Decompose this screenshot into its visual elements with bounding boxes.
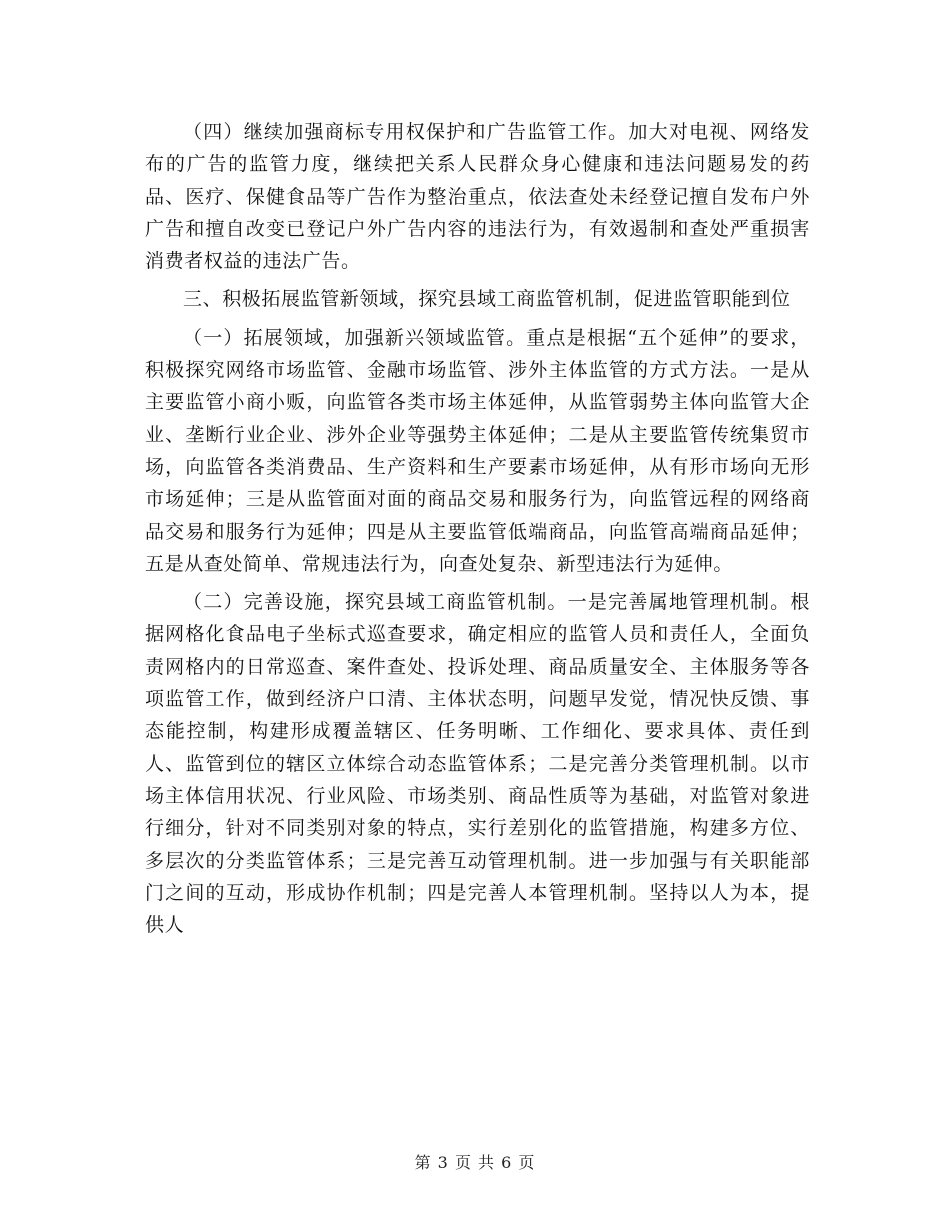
section-heading-three: 三、积极拓展监管新领域，探究县域工商监管机制，促进监管职能到位: [183, 288, 791, 311]
page-number-footer: 第 3 页 共 6 页: [414, 1153, 536, 1172]
document-body: [145, 116, 810, 941]
paragraph-expand-fields: （一）拓展领域，加强新兴领域监管。重点是根据“五个延伸”的要求，积极探究网络市场监管、金融市场监管、涉外主体监管的方式方法。一是从主要监管小商小贩，向监管各类市场主体延伸，从监管弱势主体向监管大企业、垄断行业企业、涉外企业等强势主体延伸；二是从主要监管传统集贸市场，向监管各类消费品、生产资料和生产要素市场延伸，从有形市场向无形市场延伸；三是从监管面对面的商品交易和服务行为，向监管远程的网络商品交易和服务行为延伸；四是从主要监管低端商品，向监管高端商品延伸；五是从查处简单、常规违法行为，向查处复杂、新型违法行为延伸。: [145, 326, 810, 575]
paragraph-improve-mechanism: （二）完善设施，探究县域工商监管机制。一是完善属地管理机制。根据网格化食品电子坐标式巡查要求，确定相应的监管人员和责任人，全面负责网格内的日常巡查、案件查处、投诉处理、商品质量安全、主体服务等各项监管工作，做到经济户口清、主体状态明，问题早发觉，情况快反馈、事态能控制，构建形成覆盖辖区、任务明晰、工作细化、要求具体、责任到人、监管到位的辖区立体综合动态监管体系；二是完善分类管理机制。以市场主体信用状况、行业风险、市场类别、商品性质等为基础，对监管对象进行细分，针对不同类别对象的特点，实行差别化的监管措施，构建多方位、多层次的分类监管体系；三是完善互动管理机制。进一步加强与有关职能部门之间的互动，形成协作机制；四是完善人本管理机制。坚持以人为本，提供人: [145, 591, 810, 937]
paragraph-trademark-advertising: （四）继续加强商标专用权保护和广告监管工作。加大对电视、网络发布的广告的监管力度，继续把关系人民群众身心健康和违法问题易发的药品、医疗、保健食品等广告作为整治重点，依法查处未经登记擅自发布户外广告和擅自改变已登记户外广告内容的违法行为，有效遏制和查处严重损害消费者权益的违法广告。: [145, 121, 810, 273]
